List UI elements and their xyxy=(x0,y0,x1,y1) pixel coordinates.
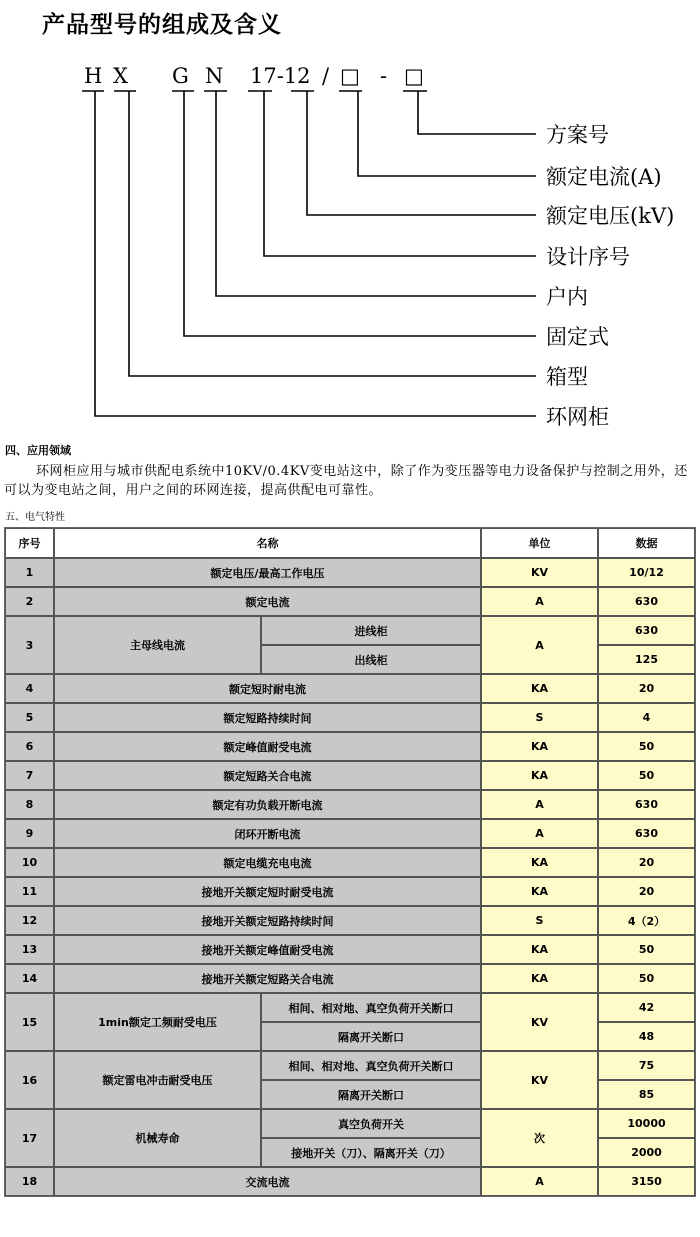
row-no: 14 xyxy=(5,964,54,993)
table-row xyxy=(5,819,695,848)
table-header-row xyxy=(5,528,695,558)
table-row xyxy=(5,703,695,732)
row-unit: 次 xyxy=(481,1109,598,1167)
row-no: 10 xyxy=(5,848,54,877)
row-value: 4 xyxy=(598,703,695,732)
row-value: 50 xyxy=(598,935,695,964)
row-subname: 出线柜 xyxy=(261,645,481,674)
row-value: 2000 xyxy=(598,1138,695,1167)
row-subname: 接地开关（刀）、隔离开关（刀） xyxy=(261,1138,481,1167)
row-name: 额定短路持续时间 xyxy=(54,703,481,732)
row-no: 2 xyxy=(5,587,54,616)
meaning-box-type: 箱型 xyxy=(546,365,588,389)
row-name: 1min额定工频耐受电压 xyxy=(54,993,261,1051)
row-no: 3 xyxy=(5,616,54,674)
section4-text: 环网柜应用与城市供配电系统中10KV/0.4KV变电站这中，除了作为变压器等电力设备保护与控制之用外，还可以为变电站之间，用户之间的环网连接，提高供配电可靠性。 xyxy=(4,464,688,498)
row-value: 48 xyxy=(598,1022,695,1051)
code-char-n: N xyxy=(205,64,224,88)
row-unit: KA xyxy=(481,674,598,703)
row-value: 630 xyxy=(598,616,695,645)
row-value: 50 xyxy=(598,732,695,761)
code-char-g: G xyxy=(172,64,189,88)
row-name: 额定峰值耐受电流 xyxy=(54,732,481,761)
row-value: 20 xyxy=(598,848,695,877)
row-unit: A xyxy=(481,616,598,674)
row-value: 50 xyxy=(598,964,695,993)
row-subname: 隔离开关断口 xyxy=(261,1080,481,1109)
row-unit: KA xyxy=(481,877,598,906)
row-no: 12 xyxy=(5,906,54,935)
code-char-box2: □ xyxy=(404,64,424,88)
header-name: 名称 xyxy=(54,528,481,558)
row-name: 额定短时耐电流 xyxy=(54,674,481,703)
model-code-diagram xyxy=(0,0,700,440)
header-no: 序号 xyxy=(5,528,54,558)
meaning-fixed: 固定式 xyxy=(546,325,609,349)
table-row xyxy=(5,993,695,1022)
meaning-design-serial: 设计序号 xyxy=(546,245,630,269)
table-row xyxy=(5,732,695,761)
table-row xyxy=(5,935,695,964)
row-no: 4 xyxy=(5,674,54,703)
row-value: 85 xyxy=(598,1080,695,1109)
row-subname: 相间、相对地、真空负荷开关断口 xyxy=(261,1051,481,1080)
row-value: 20 xyxy=(598,674,695,703)
meaning-rated-voltage: 额定电压(kV) xyxy=(546,204,675,228)
table-row xyxy=(5,558,695,587)
row-no: 18 xyxy=(5,1167,54,1196)
row-value: 50 xyxy=(598,761,695,790)
electrical-spec-table xyxy=(4,527,696,1197)
table-row xyxy=(5,848,695,877)
table-row xyxy=(5,616,695,645)
row-value: 75 xyxy=(598,1051,695,1080)
header-value: 数据 xyxy=(598,528,695,558)
page-title: 产品型号的组成及含义 xyxy=(42,12,282,38)
row-no: 11 xyxy=(5,877,54,906)
row-name: 接地开关额定短路关合电流 xyxy=(54,964,481,993)
row-name: 额定电流 xyxy=(54,587,481,616)
row-name: 额定短路关合电流 xyxy=(54,761,481,790)
section5-heading: 五、电气特性 xyxy=(5,512,65,523)
row-value: 20 xyxy=(598,877,695,906)
row-no: 7 xyxy=(5,761,54,790)
row-name: 机械寿命 xyxy=(54,1109,261,1167)
table-row xyxy=(5,877,695,906)
section4-heading: 四、应用领域 xyxy=(5,444,71,457)
row-unit: A xyxy=(481,819,598,848)
row-value: 10000 xyxy=(598,1109,695,1138)
table-row xyxy=(5,790,695,819)
row-unit: KA xyxy=(481,761,598,790)
row-value: 630 xyxy=(598,790,695,819)
table-row xyxy=(5,761,695,790)
row-value: 10/12 xyxy=(598,558,695,587)
row-unit: S xyxy=(481,906,598,935)
row-name: 主母线电流 xyxy=(54,616,261,674)
row-name: 额定电缆充电电流 xyxy=(54,848,481,877)
table-row xyxy=(5,964,695,993)
meaning-ring-main-unit: 环网柜 xyxy=(546,405,609,429)
row-value: 4（2） xyxy=(598,906,695,935)
row-no: 5 xyxy=(5,703,54,732)
table-row xyxy=(5,1167,695,1196)
table-row xyxy=(5,674,695,703)
row-unit: A xyxy=(481,790,598,819)
row-no: 6 xyxy=(5,732,54,761)
code-char-17-12: 17-12 xyxy=(250,64,311,88)
row-unit: KV xyxy=(481,1051,598,1109)
row-name: 接地开关额定短路持续时间 xyxy=(54,906,481,935)
row-no: 17 xyxy=(5,1109,54,1167)
row-value: 125 xyxy=(598,645,695,674)
row-no: 9 xyxy=(5,819,54,848)
meaning-indoor: 户内 xyxy=(546,285,588,309)
row-value: 630 xyxy=(598,819,695,848)
header-unit: 单位 xyxy=(481,528,598,558)
row-unit: KA xyxy=(481,964,598,993)
table-row xyxy=(5,1109,695,1138)
table-row xyxy=(5,587,695,616)
row-name: 额定有功负载开断电流 xyxy=(54,790,481,819)
row-no: 16 xyxy=(5,1051,54,1109)
table-row xyxy=(5,906,695,935)
row-unit: KA xyxy=(481,935,598,964)
row-unit: S xyxy=(481,703,598,732)
row-no: 15 xyxy=(5,993,54,1051)
row-unit: A xyxy=(481,1167,598,1196)
row-name: 额定雷电冲击耐受电压 xyxy=(54,1051,261,1109)
code-char-dash: - xyxy=(380,64,388,88)
row-name: 闭环开断电流 xyxy=(54,819,481,848)
row-name: 接地开关额定短时耐受电流 xyxy=(54,877,481,906)
row-unit: KA xyxy=(481,732,598,761)
row-value: 42 xyxy=(598,993,695,1022)
row-subname: 进线柜 xyxy=(261,616,481,645)
row-value: 3150 xyxy=(598,1167,695,1196)
row-name: 额定电压/最高工作电压 xyxy=(54,558,481,587)
row-subname: 相间、相对地、真空负荷开关断口 xyxy=(261,993,481,1022)
row-unit: A xyxy=(481,587,598,616)
row-value: 630 xyxy=(598,587,695,616)
row-name: 交流电流 xyxy=(54,1167,481,1196)
table-row xyxy=(5,1051,695,1080)
code-char-x: X xyxy=(113,64,128,88)
row-subname: 真空负荷开关 xyxy=(261,1109,481,1138)
row-name: 接地开关额定峰值耐受电流 xyxy=(54,935,481,964)
row-no: 13 xyxy=(5,935,54,964)
row-unit: KA xyxy=(481,848,598,877)
row-unit: KV xyxy=(481,993,598,1051)
meaning-rated-current: 额定电流(A) xyxy=(546,165,662,189)
code-char-h: H xyxy=(84,64,103,88)
code-char-slash: / xyxy=(322,64,330,88)
row-subname: 隔离开关断口 xyxy=(261,1022,481,1051)
code-char-box1: □ xyxy=(340,64,360,88)
row-no: 1 xyxy=(5,558,54,587)
meaning-scheme-no: 方案号 xyxy=(546,123,609,147)
row-unit: KV xyxy=(481,558,598,587)
row-no: 8 xyxy=(5,790,54,819)
